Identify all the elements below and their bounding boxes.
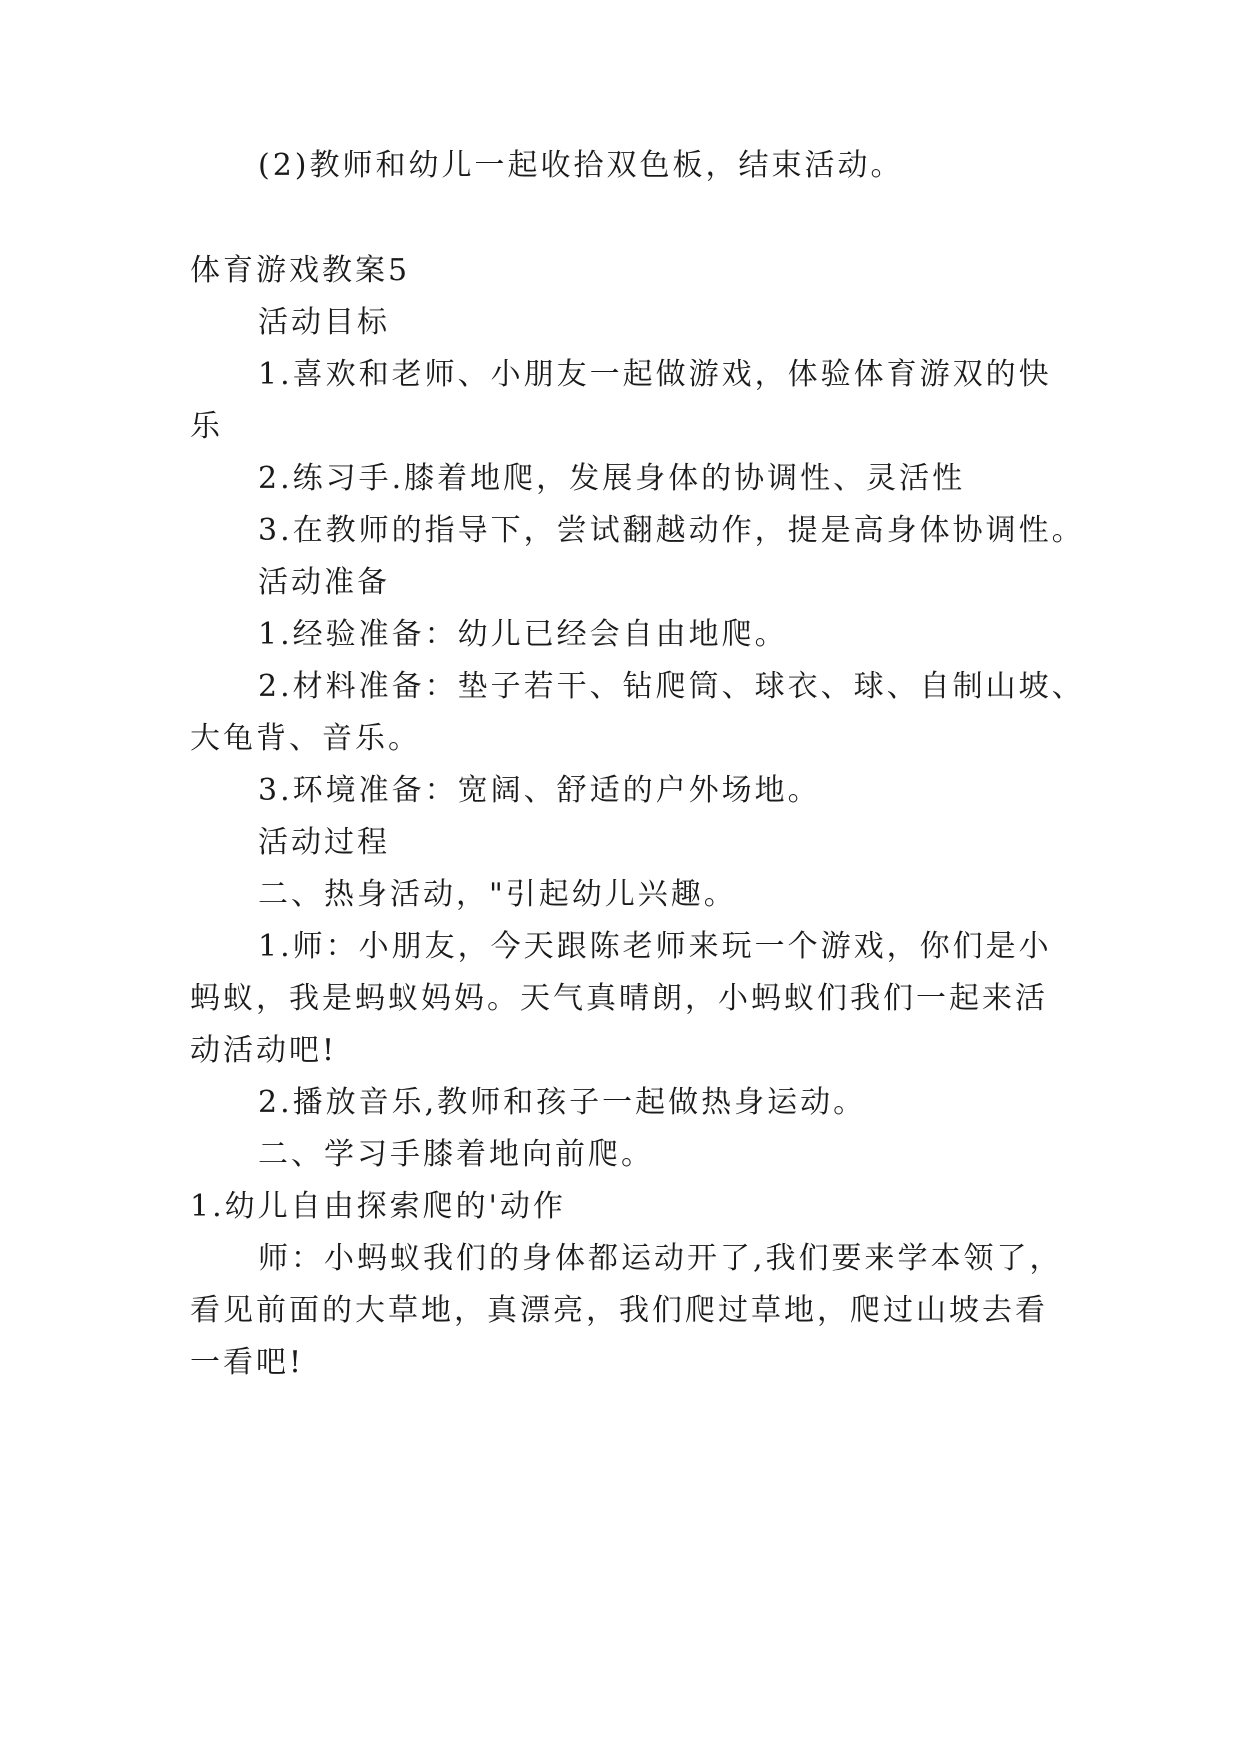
paragraph-line: 大龟背、音乐。 [190, 721, 421, 756]
subsection-heading: 活动目标 [258, 305, 390, 340]
paragraph-line: 3.环境准备：宽阔、舒适的户外场地。 [258, 773, 821, 808]
paragraph-line: 1.经验准备：幼儿已经会自由地爬。 [258, 617, 788, 652]
paragraph-line: 1.幼儿自由探索爬的'动作 [190, 1189, 566, 1224]
subsection-heading: 活动过程 [258, 825, 390, 860]
paragraph-line: 一看吧! [190, 1345, 305, 1380]
paragraph-line: 蚂蚁，我是蚂蚁妈妈。天气真晴朗，小蚂蚁们我们一起来活 [190, 981, 1048, 1016]
paragraph-line: 2.材料准备：垫子若干、钻爬筒、球衣、球、自制山坡、 [258, 669, 1085, 704]
paragraph-line: 二、学习手膝着地向前爬。 [258, 1137, 654, 1172]
paragraph-line: 乐 [190, 409, 223, 444]
paragraph-line: 动活动吧! [190, 1033, 338, 1068]
paragraph-line: 师：小蚂蚁我们的身体都运动开了,我们要来学本领了， [258, 1241, 1063, 1276]
paragraph-line: 3.在教师的指导下，尝试翻越动作，提是高身体协调性。 [258, 513, 1085, 548]
subsection-heading: 活动准备 [258, 565, 390, 600]
paragraph-line: 1.喜欢和老师、小朋友一起做游戏，体验体育游双的快 [258, 357, 1052, 392]
paragraph-line: 二、热身活动，"引起幼儿兴趣。 [258, 877, 737, 912]
paragraph-line: 2.练习手.膝着地爬，发展身体的协调性、灵活性 [258, 461, 966, 496]
paragraph-line: 1.师：小朋友，今天跟陈老师来玩一个游戏，你们是小 [258, 929, 1052, 964]
paragraph-line: (2)教师和幼儿一起收拾双色板，结束活动。 [258, 148, 904, 183]
section-heading: 体育游戏教案5 [190, 253, 411, 288]
paragraph-line: 看见前面的大草地，真漂亮，我们爬过草地，爬过山坡去看 [190, 1293, 1048, 1328]
paragraph-line: 2.播放音乐,教师和孩子一起做热身运动。 [258, 1085, 867, 1120]
